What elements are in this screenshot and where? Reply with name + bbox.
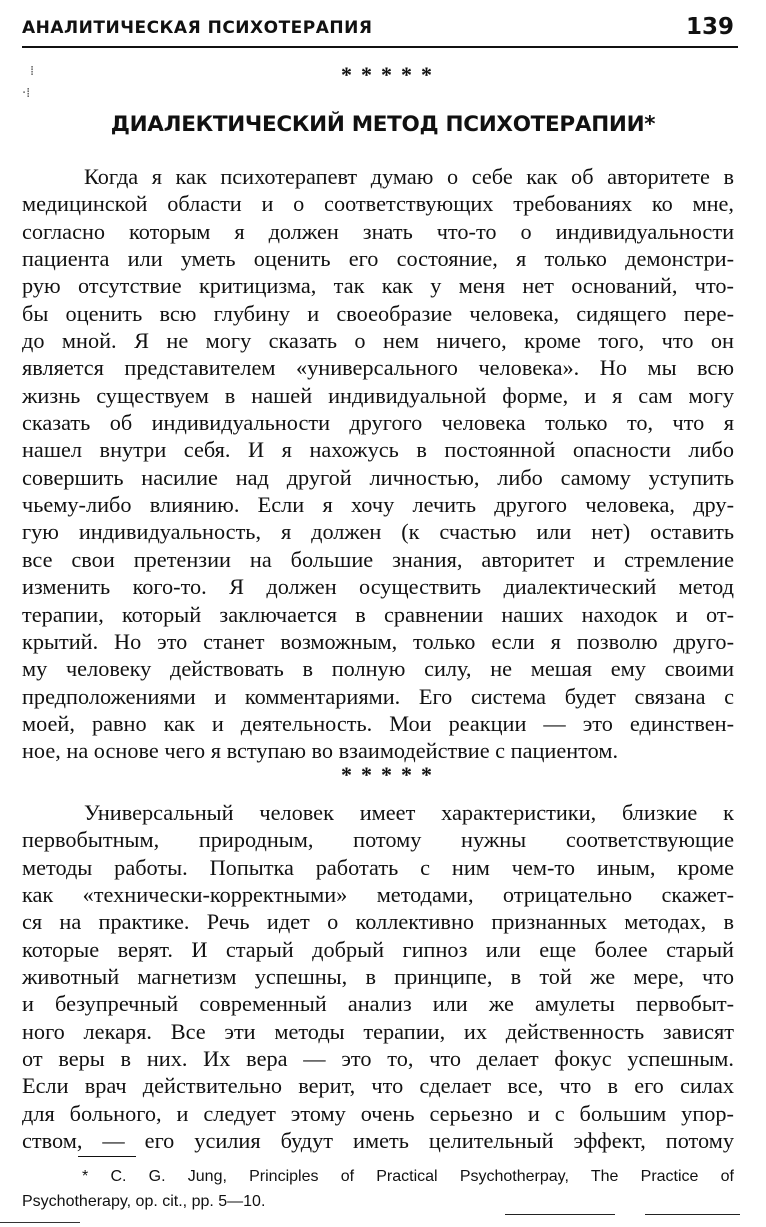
page-edge-mark: [645, 1214, 740, 1215]
running-header: [22, 16, 738, 48]
text-line: жизнь существуем в нашей индивидуальной форме, и я сам могу: [22, 382, 734, 408]
body-paragraph-2: [22, 799, 734, 1154]
text-line: Когда я как психотерапевт думаю о себе как об авторитете в: [84, 164, 734, 189]
body-paragraph-1: [22, 163, 734, 765]
text-line: ного лекаря. Все эти методы терапии, их действенность зависят: [22, 1018, 734, 1044]
text-line: которые верят. И старый добрый гипноз или еще более старый: [22, 936, 734, 962]
text-line: для больного, и следует этому очень серьезно и с большим упор-: [22, 1100, 734, 1126]
page-edge-mark: [505, 1214, 615, 1215]
text-line: Универсальный человек имеет характеристики, близкие к: [84, 800, 734, 825]
text-line: медицинской области и о соответствующих требованиях ко мне,: [22, 191, 734, 217]
text-line: гую индивидуальность, я должен (к счастью или нет) оставить: [22, 519, 734, 545]
text-line: Если врач действительно верит, что сделает все, что в его силах: [22, 1073, 734, 1099]
text-line: терапии, который заключается в сравнении наших находок и от-: [22, 601, 734, 627]
text-line: ством, — его усилия будут иметь целительный эффект, потому: [22, 1128, 734, 1154]
footnote-line: Psychotherapy, op. cit., pp. 5—10.: [22, 1193, 266, 1210]
text-line: нашел внутри себя. И я нахожусь в постоянной опасности либо: [22, 437, 734, 463]
text-line: согласно которым я должен знать что-то о индивидуальности: [22, 218, 734, 244]
page-edge-mark: [0, 1222, 80, 1223]
text-line: предположениями и комментариями. Его система будет связана с: [22, 683, 734, 709]
text-line: пациента или уметь оценить его состояние, я только демонстри-: [22, 246, 734, 272]
text-line: методы работы. Попытка работать с ним чем-то иным, кроме: [22, 854, 734, 880]
margin-scribble-mark: ·⁞: [22, 86, 31, 101]
text-line: ся на практике. Речь идет о коллективно признанных методах, в: [22, 909, 734, 935]
text-line: животный магнетизм успешны, в принципе, в той же мере, что: [22, 964, 734, 990]
text-line: моей, равно как и деятельность. Мои реакции — это единствен-: [22, 710, 734, 736]
text-line: до мной. Я не могу сказать о нем ничего, кроме того, что он: [22, 328, 734, 354]
text-line: является представителем «универсального человека». Но мы всю: [22, 355, 734, 381]
text-line: сказать об индивидуальности другого человека только то, что я: [22, 410, 734, 436]
footnote-rule: [78, 1156, 136, 1157]
text-line: бы оценить всю глубину и своеобразие человека, сидящего пере-: [22, 300, 734, 326]
page-number: 139: [685, 14, 734, 40]
margin-scribble-mark: ⁞: [30, 64, 35, 79]
text-line: и безупречный современный анализ или же амулеты первобыт-: [22, 991, 734, 1017]
section-separator-stars: *****: [341, 762, 441, 787]
text-line: изменить кого-то. Я должен осуществить диалектический метод: [22, 574, 734, 600]
text-line: рую отсутствие критицизма, так как у меня нет оснований, что-: [22, 273, 734, 299]
text-line: первобытным, природным, потому нужны соответствующие: [22, 827, 734, 853]
text-line: все свои претензии на большие знания, авторитет и стремление: [22, 546, 734, 572]
text-line: крытий. Но это станет возможным, только если я позволю друго-: [22, 628, 734, 654]
section-separator-stars: *****: [341, 62, 441, 87]
text-line: совершить насилие над другой личностью, либо самому уступить: [22, 464, 734, 490]
footnote-line: * C. G. Jung, Principles of Practical Psychotherpay, The Practice of: [82, 1168, 734, 1185]
text-line: от веры в них. Их вера — это то, что делает фокус успешным.: [22, 1046, 734, 1072]
section-heading: ДИАЛЕКТИЧЕСКИЙ МЕТОД ПСИХОТЕРАПИИ*: [110, 112, 656, 137]
text-line: ное, на основе чего я вступаю во взаимодействие с пациентом.: [22, 738, 619, 764]
footnote: [22, 1164, 734, 1214]
running-title: АНАЛИТИЧЕСКАЯ ПСИХОТЕРАПИЯ: [22, 18, 373, 38]
text-line: чьему-либо влиянию. Если я хочу лечить другого человека, дру-: [22, 492, 734, 518]
text-line: му человеку действовать в полную силу, не мешая ему своими: [22, 656, 734, 682]
text-line: как «технически-корректными» методами, отрицательно скажет-: [22, 882, 734, 908]
